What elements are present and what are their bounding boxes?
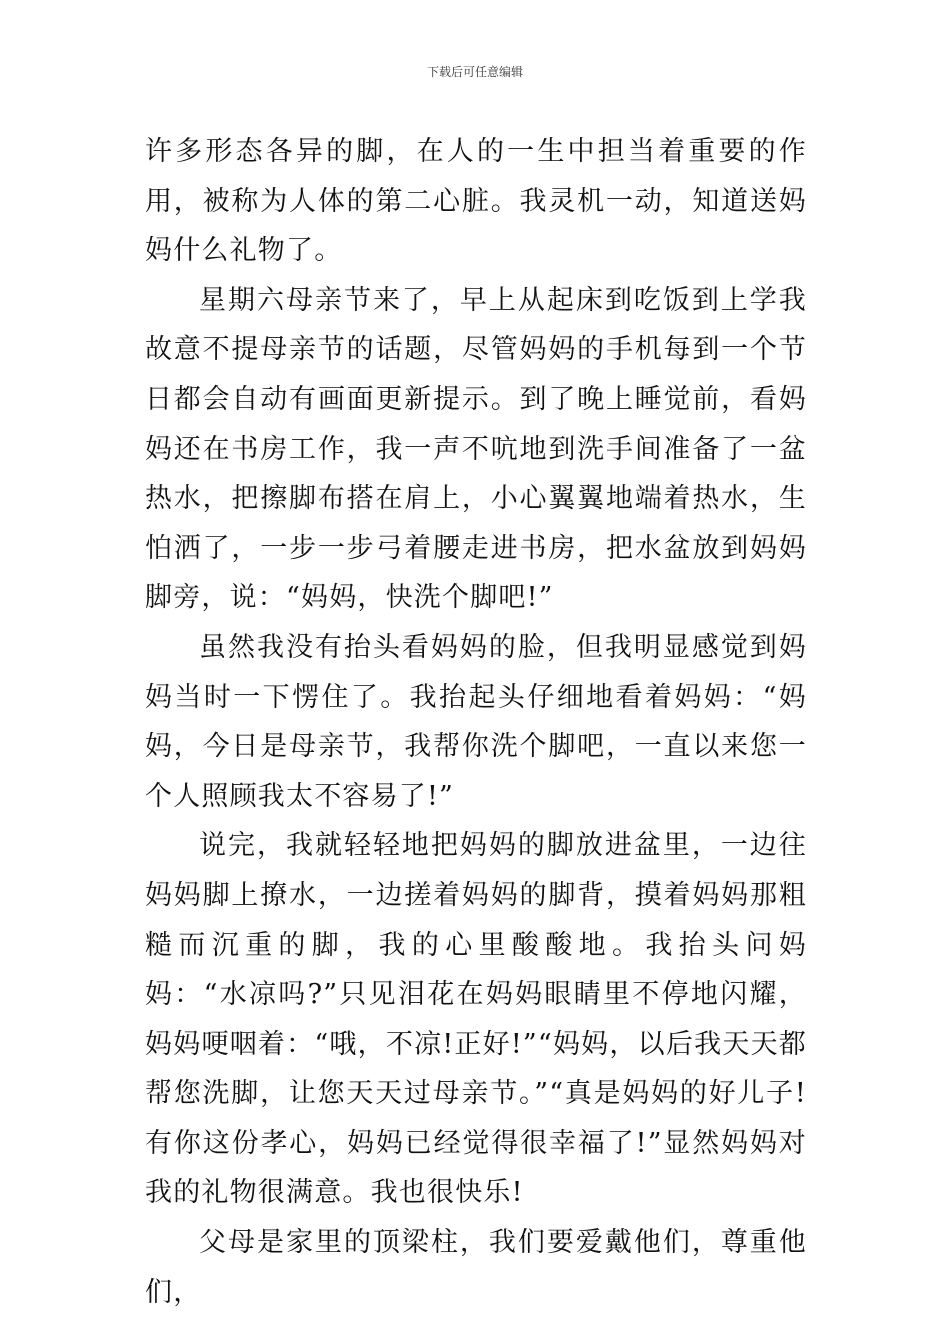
page-header: 下载后可任意编辑 [426,65,523,79]
paragraph-5: 父母是家里的顶梁柱，我们要爱戴他们，尊重他们， [145,1227,807,1308]
paragraph-3: 虽然我没有抬头看妈妈的脸，但我明显感觉到妈妈当时一下愣住了。我抬起头仔细地看着妈妈：“妈妈，今日是母亲节，我帮你洗个脚吧，一直以来您一个人照顾我太不容易了!” [145,631,807,812]
document-body [145,127,807,1317]
paragraph-4: 说完，我就轻轻地把妈妈的脚放进盆里，一边往妈妈脚上撩水，一边搓着妈妈的脚背，摸着妈妈那粗糙而沉重的脚，我的心里酸酸地。我抬头问妈妈：“水凉吗?”只见泪花在妈妈眼睛里不停地闪耀，妈妈哽咽着：“哦，不凉!正好!”“妈妈，以后我天天都帮您洗脚，让您天天过母亲节。”“真是妈妈的好儿子!有你这份孝心，妈妈已经觉得很幸福了!”显然妈妈对我的礼物很满意。我也很快乐! [145,830,807,1209]
paragraph-2: 星期六母亲节来了，早上从起床到吃饭到上学我故意不提母亲节的话题，尽管妈妈的手机每到一个节日都会自动有画面更新提示。到了晚上睡觉前，看妈妈还在书房工作，我一声不吭地到洗手间准备了一盆热水，把擦脚布搭在肩上，小心翼翼地端着热水，生怕洒了，一步一步弓着腰走进书房，把水盆放到妈妈脚旁，说：“妈妈，快洗个脚吧!” [145,284,807,614]
paragraph-1: 许多形态各异的脚，在人的一生中担当着重要的作用，被称为人体的第二心脏。我灵机一动，知道送妈妈什么礼物了。 [145,136,807,267]
